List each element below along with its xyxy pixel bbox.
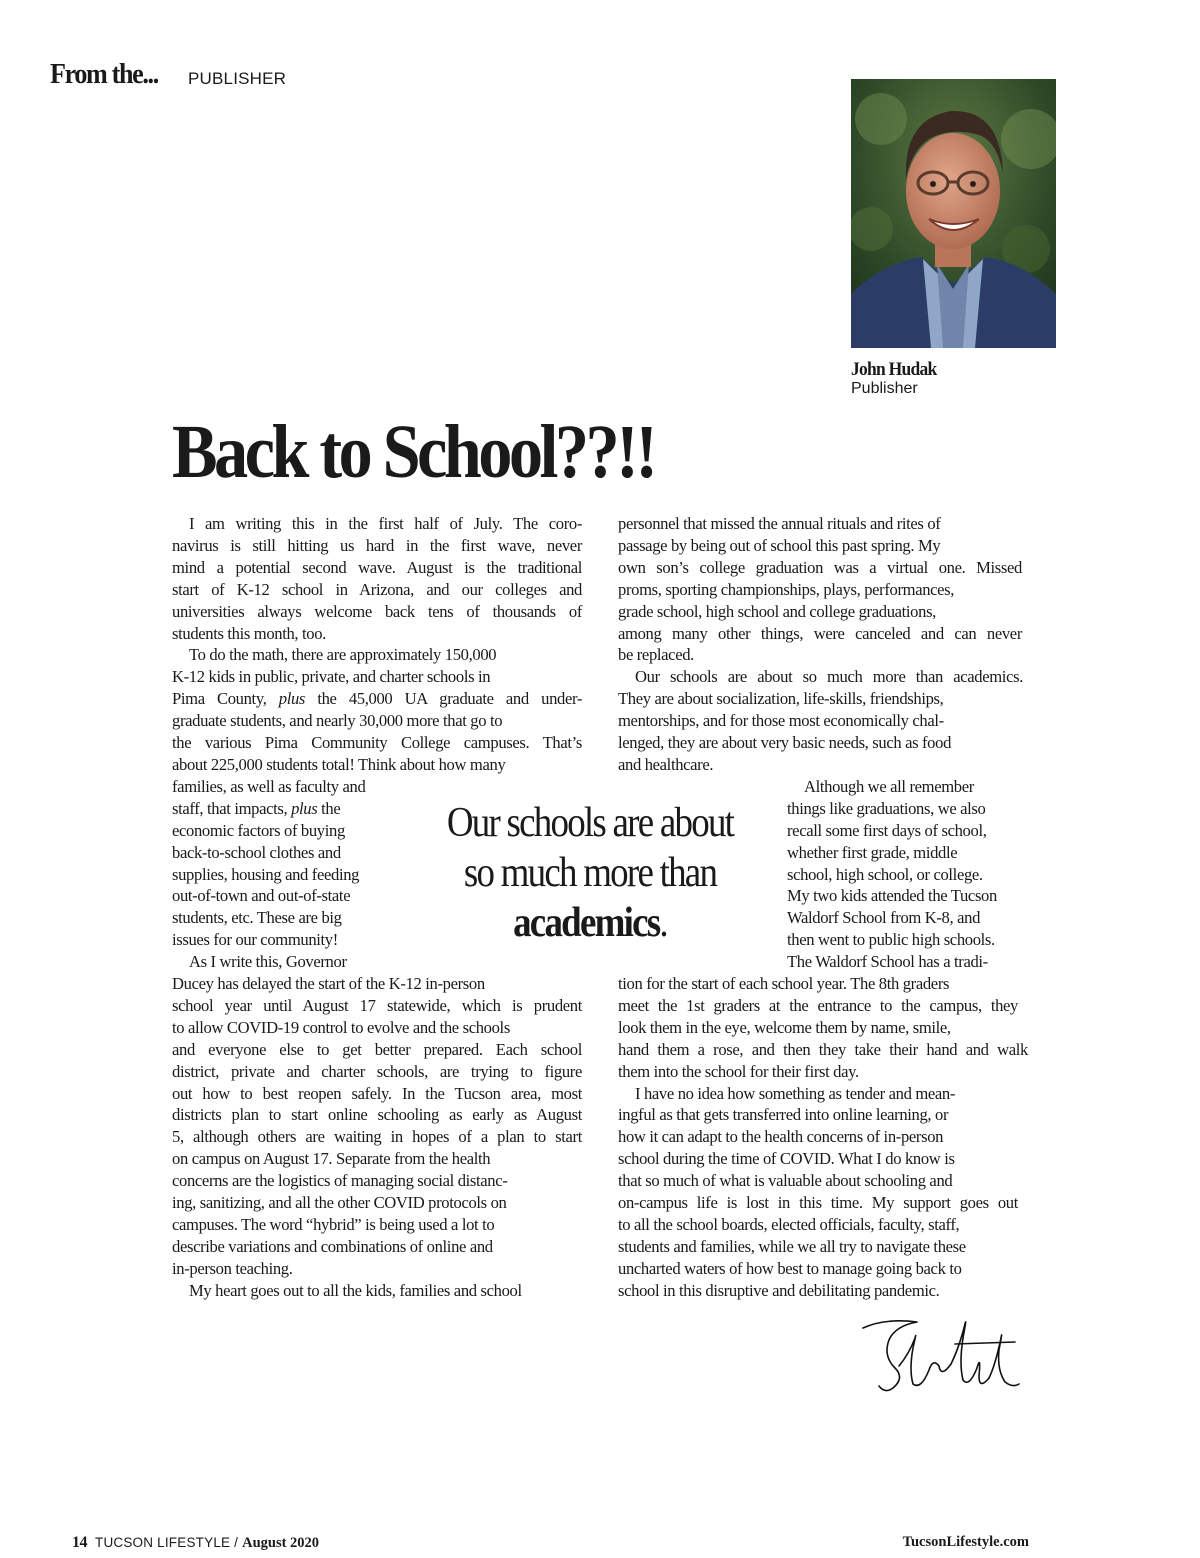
italic-text: plus (278, 689, 306, 709)
text-run: Pima County, (172, 689, 279, 709)
text-line: things like graduations, we also (787, 798, 986, 818)
text-line: and everyone else to get better prepared. Each school (172, 1039, 582, 1059)
text-line: graduate students, and nearly 30,000 more that go to (172, 711, 503, 731)
text-line: supplies, housing and feeding (172, 864, 360, 884)
text-line: whether first grade, middle (787, 842, 958, 862)
text-line: personnel that missed the annual rituals and rites of (618, 514, 941, 533)
text-line (172, 798, 394, 820)
text-line: to allow COVID-19 control to evolve and the schools (172, 1017, 510, 1037)
byline-name: John Hudak (851, 359, 937, 380)
text-line: To do the math, there are approximately 150,000 (189, 645, 497, 665)
text-line: students this month, too. (172, 623, 326, 643)
pull-quote-line-1: Our schools are about (446, 800, 734, 846)
pull-quote-emphasis: academics (513, 900, 660, 946)
right-paragraph-2 (618, 666, 1028, 776)
text-line: Ducey has delayed the start of the K-12 in-person (172, 974, 485, 994)
text-line: ingful as that gets transferred into online learning, or (618, 1105, 949, 1125)
text-line: recall some first days of school, (787, 820, 987, 840)
text-line: tion for the start of each school year. The 8th graders (618, 974, 950, 994)
text-line: mind a potential second wave. August is the traditional (172, 557, 582, 577)
text-line: Waldorf School from K-8, and (787, 908, 981, 928)
text-line: own son’s college graduation was a virtual one. Missed (618, 557, 1022, 577)
pull-quote-period: . (659, 900, 667, 946)
text-line: among many other things, were canceled and can never (618, 623, 1022, 643)
text-line: and healthcare. (618, 754, 714, 774)
byline (851, 360, 944, 397)
text-line: 5, although others are waiting in hopes of a plan to start (172, 1127, 582, 1147)
right-column (618, 513, 1028, 1302)
left-paragraph-3 (172, 973, 582, 1280)
text-line: students, etc. These are big (172, 908, 342, 928)
text-line: I have no idea how something as tender and mean- (635, 1083, 956, 1103)
text-line: on-campus life is lost in this time. My support goes out (618, 1193, 1018, 1213)
text-line: ing, sanitizing, and all the other COVID protocols on (172, 1193, 507, 1213)
text-line: be replaced. (618, 645, 694, 665)
text-line: start of K-12 school in Arizona, and our colleges and (172, 579, 582, 599)
issue-date: August 2020 (242, 1535, 320, 1551)
text-line: them into the school for their first day. (618, 1061, 859, 1081)
text-line: school in this disruptive and debilitating pandemic. (618, 1280, 940, 1300)
text-line: back-to-school clothes and (172, 842, 341, 862)
text-line: uncharted waters of how best to manage going back to (618, 1258, 962, 1278)
publisher-signature (855, 1308, 1025, 1398)
left-paragraph-2 (172, 644, 582, 775)
italic-text: plus (291, 798, 318, 818)
text-line: navirus is still hitting us hard in the first wave, never (172, 535, 582, 555)
text-line: economic factors of buying (172, 820, 345, 840)
text-line: The Waldorf School has a tradi- (787, 952, 988, 972)
text-line: My heart goes out to all the kids, families and school (189, 1280, 522, 1300)
header-section: PUBLISHER (188, 69, 287, 88)
website-link[interactable]: TucsonLifestyle.com (902, 1534, 1029, 1550)
left-paragraph-1 (172, 513, 582, 644)
text-line: school, high school, or college. (787, 864, 983, 884)
right-paragraph-1 (618, 513, 1028, 666)
text-line (172, 688, 582, 710)
text-line: Although we all remember (804, 776, 974, 796)
text-line: out how to best reopen safely. In the Tucson area, most (172, 1083, 582, 1103)
page-number: 14 (72, 1534, 87, 1551)
text-line: districts plan to start online schooling as early as August (172, 1105, 582, 1125)
pull-quote-line-2: so much more than (463, 850, 717, 896)
text-line: students and families, while we all try to navigate these (618, 1236, 966, 1256)
text-line: out-of-town and out-of-state (172, 886, 351, 906)
text-line: look them in the eye, welcome them by name, smile, (618, 1017, 951, 1037)
text-line: K-12 kids in public, private, and charter schools in (172, 667, 491, 687)
text-line: issues for our community! (172, 930, 338, 950)
text-line: universities always welcome back tens of thousands of (172, 601, 582, 621)
text-line: to all the school boards, elected officials, faculty, staff, (618, 1215, 960, 1234)
right-paragraph-4 (618, 1083, 1028, 1302)
text-line: school year until August 17 statewide, which is prudent (172, 995, 582, 1015)
section-header (50, 58, 287, 91)
publisher-photo (851, 79, 1056, 348)
text-line: on campus on August 17. Separate from the health (172, 1149, 491, 1169)
text-line: in-person teaching. (172, 1258, 293, 1278)
text-line: campuses. The word “hybrid” is being used a lot to (172, 1215, 495, 1234)
text-line: the various Pima Community College campuses. That’s (172, 733, 582, 753)
text-line: that so much of what is valuable about schooling and (618, 1171, 953, 1191)
right-paragraph-3 (618, 973, 1028, 1083)
text-line: grade school, high school and college graduations, (618, 601, 936, 621)
text-line: concerns are the logistics of managing social distanc- (172, 1171, 508, 1191)
byline-role: Publisher (851, 380, 918, 397)
text-line: As I write this, Governor (189, 952, 347, 972)
publisher-portrait-image (851, 79, 1056, 348)
text-line: They are about socialization, life-skills, friendships, (618, 689, 944, 709)
text-line: families, as well as faculty and (172, 776, 366, 796)
text-run: the 45,000 UA graduate and under- (305, 689, 582, 709)
text-line: how it can adapt to the health concerns of in-person (618, 1127, 944, 1147)
text-line: meet the 1st graders at the entrance to the campus, they (618, 995, 1018, 1015)
text-line: hand them a rose, and then they take their hand and walk (618, 1039, 1028, 1059)
text-line: district, private and charter schools, are trying to figure (172, 1061, 582, 1081)
text-line: proms, sporting championships, plays, performances, (618, 579, 955, 599)
text-line: I am writing this in the first half of July. The coro- (189, 514, 582, 533)
magazine-name: TUCSON LIFESTYLE / (95, 1535, 243, 1550)
text-line: describe variations and combinations of online and (172, 1236, 493, 1256)
left-narrow-block (172, 776, 394, 973)
right-narrow-block (787, 776, 1028, 973)
text-line: Our schools are about so much more than academics. (635, 667, 1023, 687)
text-line: lenged, they are about very basic needs, such as food (618, 733, 952, 753)
text-line: mentorships, and for those most economically chal- (618, 711, 944, 731)
header-from: From the... (50, 58, 158, 90)
article-headline: Back to School??!! (172, 410, 655, 494)
text-line: about 225,000 students total! Think about how many (172, 754, 506, 774)
text-run: staff, that impacts, (172, 798, 292, 818)
left-paragraph-4 (172, 1280, 582, 1302)
text-line: passage by being out of school this past spring. My (618, 535, 941, 555)
text-line: then went to public high schools. (787, 930, 995, 950)
text-line: My two kids attended the Tucson (787, 886, 997, 906)
text-run: the (317, 798, 341, 818)
text-line: school during the time of COVID. What I do know is (618, 1149, 955, 1169)
footer-left (72, 1534, 319, 1552)
